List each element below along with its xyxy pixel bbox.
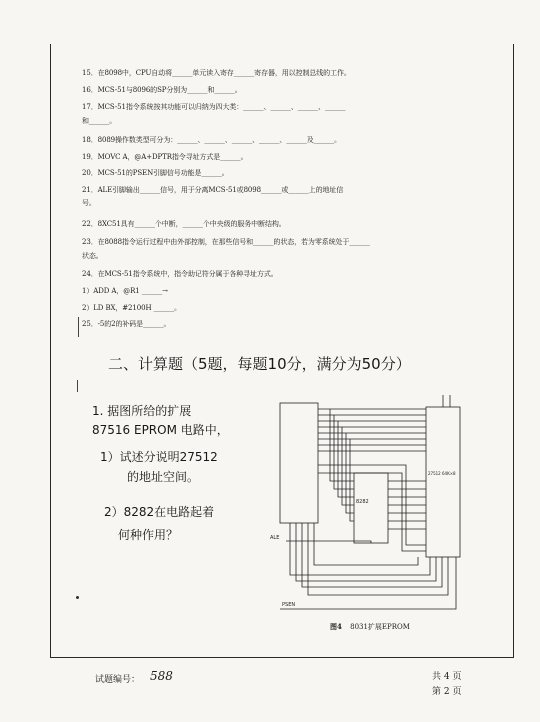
eprom-27512-block	[426, 407, 460, 557]
margin-mark	[78, 317, 79, 337]
question-25: 25．-5的2的补码是______。	[82, 320, 171, 328]
psen-label: PSEN	[282, 602, 296, 608]
footer-divider	[50, 657, 514, 658]
total-pages: 共 4 页	[432, 672, 462, 682]
exam-code-label: 试题编号：	[95, 675, 141, 685]
question-23-cont: 状态。	[82, 252, 103, 260]
subquestion-2-line-2: 何种作用？	[118, 528, 179, 542]
section-title: 二、计算题（5题，每题10分，满分为50分）	[108, 355, 411, 373]
figure-number: 图4	[330, 622, 342, 631]
question-24-item-2: 2）LD BX，#2100H ______。	[82, 304, 181, 312]
page-number: 第 2 页	[432, 687, 462, 697]
question-24-item-1: 1）ADD A，@R1 ______→	[82, 287, 168, 295]
question-24: 24．在MCS-51指令系统中，指令助记符分属于各种寻址方式。	[82, 270, 278, 278]
ale-label: ALE	[270, 535, 280, 541]
question-16: 16．MCS-51与8096的SP分别为______和______。	[82, 86, 242, 94]
question-21: 21．ALE引脚输出______信号，用于分离MCS-51或8098______或______上的地址信	[82, 186, 344, 194]
subquestion-1-line-2: 的地址空间。	[127, 470, 200, 484]
subquestion-1-line-1: 1）试述分说明27512	[100, 450, 218, 464]
question-17-cont: 和______。	[82, 117, 117, 125]
question-17: 17．MCS-51指令系统按其功能可以归纳为四大类：______、______、______、______	[82, 103, 346, 111]
latch-label: 8282	[356, 499, 369, 505]
mcu-block	[280, 403, 318, 523]
problem-1-line-1: 1. 据图所给的扩展	[92, 404, 192, 418]
question-18: 18．8089操作数类型可分为：______、______、______、______、______及______。	[82, 136, 341, 144]
question-21-cont: 号。	[82, 199, 96, 207]
exam-code: 588	[150, 669, 173, 683]
figure-caption	[330, 622, 410, 632]
margin-mark	[77, 380, 78, 392]
subquestion-2-line-1: 2）8282在电路起着	[104, 505, 215, 519]
question-22: 22．8XC51具有______个中断，______个中央级的服务中断结构。	[82, 220, 286, 228]
question-19: 19．MOVC A，@A+DPTR指令寻址方式是______。	[82, 153, 248, 161]
figure-caption-text: 8031扩展EPROM	[350, 623, 410, 631]
problem-1-line-2: 87516 EPROM 电路中，	[92, 423, 229, 437]
question-23: 23．在8088指令运行过程中由外部控制，在那些信号和______的状态，若为零系统处于______	[82, 238, 370, 246]
question-15: 15．在8098中，CPU自动将______单元读入寄存______寄存器，用以控制总线的工作。	[82, 69, 351, 77]
margin-dot	[76, 596, 79, 599]
circuit-diagram	[268, 395, 480, 620]
eprom-label: 27512 64K×8	[428, 471, 456, 476]
question-20: 20．MCS-51的PSEN引脚信号功能是______。	[82, 169, 229, 177]
latch-8282-block	[354, 473, 388, 543]
